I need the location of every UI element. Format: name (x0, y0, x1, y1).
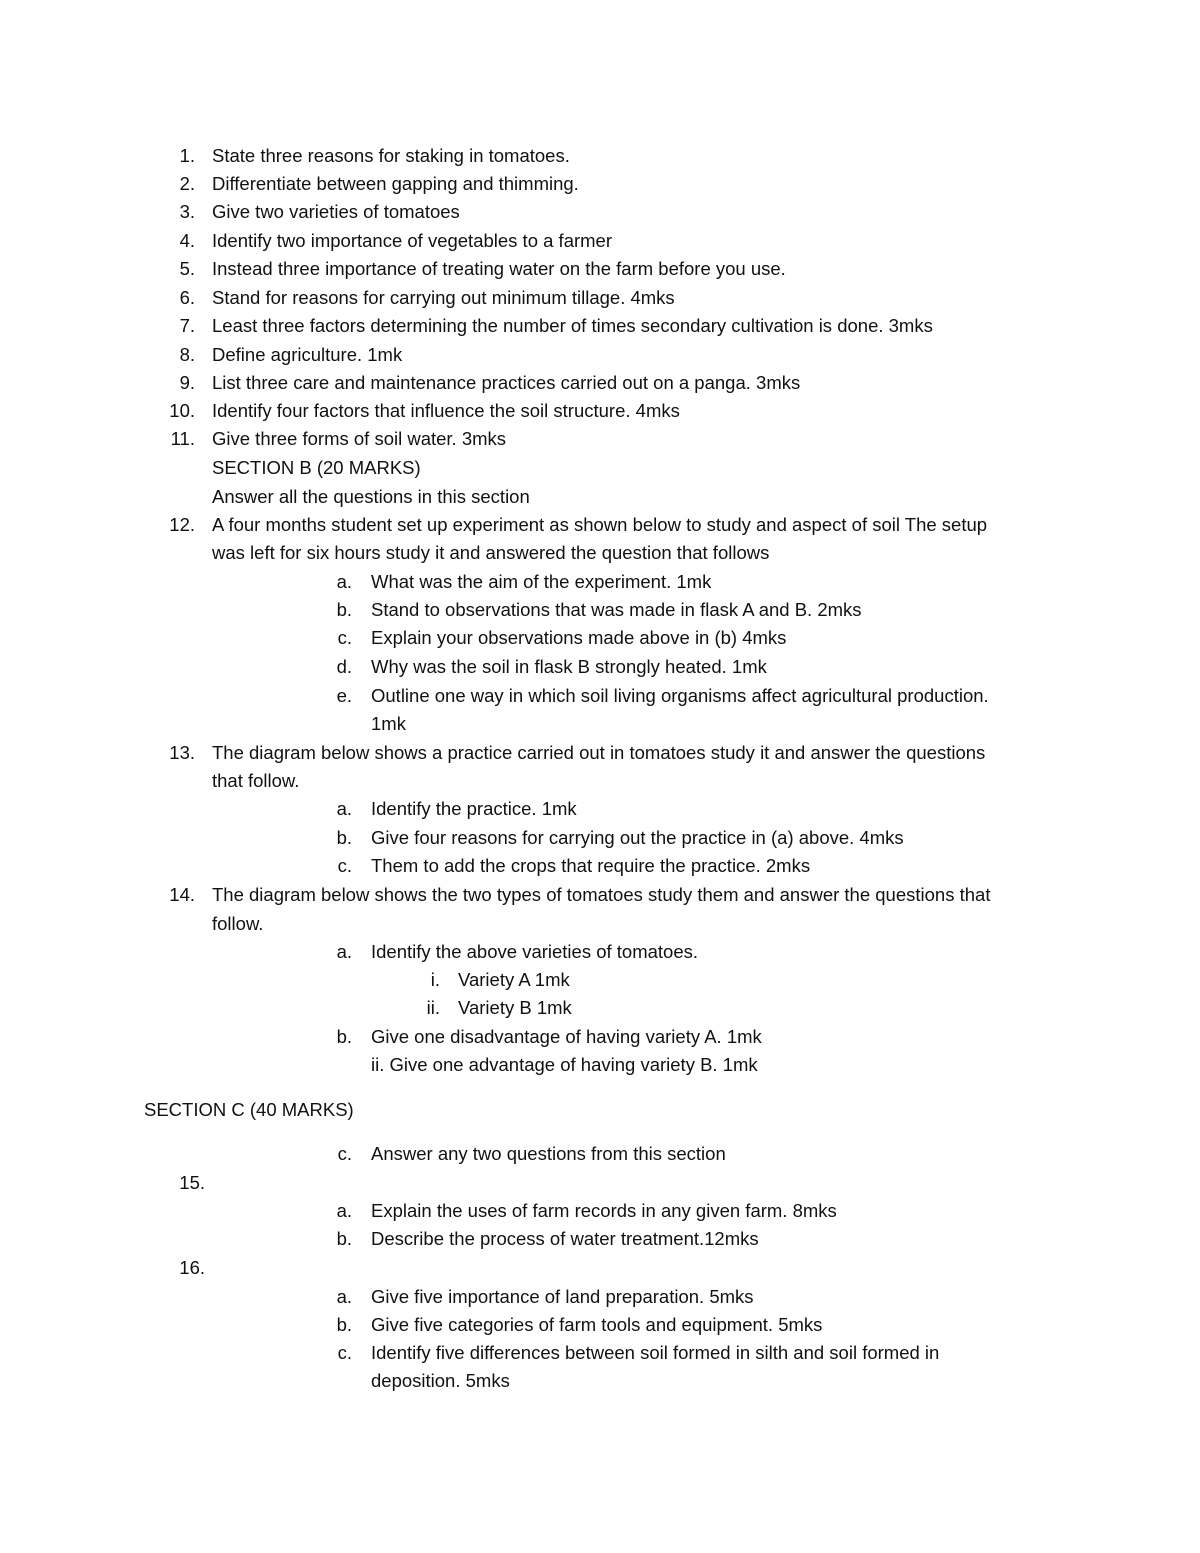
section-b-heading: SECTION B (20 MARKS) (212, 457, 421, 478)
question-number: 3. (179, 201, 195, 222)
part-text: Identify the above varieties of tomatoes. (371, 941, 699, 962)
question-number: 9. (179, 372, 195, 393)
section-b-instruction: Answer all the questions in this section (212, 486, 530, 507)
subpart-numeral: ii. (426, 997, 440, 1018)
question-text: Stand for reasons for carrying out minimum tillage. 4mks (212, 287, 675, 308)
part-text: Them to add the crops that require the practice. 2mks (371, 855, 811, 876)
part-text: Why was the soil in flask B strongly heated. 1mk (371, 656, 767, 677)
question-text: The diagram below shows the two types of tomatoes study them and answer the questions that (212, 884, 991, 905)
part-text: Explain the uses of farm records in any given farm. 8mks (371, 1200, 837, 1221)
part-letter: c. (337, 855, 352, 876)
question-text: Instead three importance of treating water on the farm before you use. (212, 258, 786, 279)
part-text: Stand to observations that was made in flask A and B. 2mks (371, 599, 862, 620)
section-c-instruction: Answer any two questions from this section (371, 1143, 726, 1164)
part-letter: a. (336, 571, 352, 592)
question-text-cont: follow. (212, 913, 264, 934)
question-text: Least three factors determining the number of times secondary cultivation is done. 3mks (212, 315, 933, 336)
part-text: Give four reasons for carrying out the practice in (a) above. 4mks (371, 827, 904, 848)
question-number: 8. (179, 344, 195, 365)
question-text: Define agriculture. 1mk (212, 344, 403, 365)
question-number: 6. (179, 287, 195, 308)
part-letter: b. (336, 1026, 352, 1047)
subpart-text: Variety A 1mk (458, 969, 570, 990)
part-text: Give one disadvantage of having variety A. 1mk (371, 1026, 762, 1047)
question-number: 11. (170, 428, 195, 449)
part-text: Describe the process of water treatment.12mks (371, 1228, 759, 1249)
part-letter: e. (336, 685, 352, 706)
part-text: Give five importance of land preparation. 5mks (371, 1286, 754, 1307)
part-letter: a. (336, 1286, 352, 1307)
part-text: Outline one way in which soil living organisms affect agricultural production. (371, 685, 989, 706)
subpart-text: Variety B 1mk (458, 997, 572, 1018)
question-number: 4. (179, 230, 195, 251)
question-number: 10. (169, 400, 195, 421)
question-number: 7. (179, 315, 195, 336)
part-letter: c. (337, 1342, 352, 1363)
question-text: Identify four factors that influence the soil structure. 4mks (212, 400, 680, 421)
question-text: Differentiate between gapping and thimming. (212, 173, 579, 194)
question-number: 1. (179, 145, 195, 166)
part-text-cont: deposition. 5mks (371, 1370, 510, 1391)
question-text: Give two varieties of tomatoes (212, 201, 460, 222)
part-text-cont: ii. Give one advantage of having variety B. 1mk (371, 1054, 758, 1075)
question-text-cont: was left for six hours study it and answered the question that follows (212, 542, 770, 563)
part-text-cont: 1mk (371, 713, 406, 734)
question-number: 13. (169, 742, 195, 763)
question-number: 2. (179, 173, 195, 194)
part-letter: b. (336, 1314, 352, 1335)
question-number: 14. (169, 884, 195, 905)
section-c-heading: SECTION C (40 MARKS) (144, 1099, 354, 1120)
question-text: List three care and maintenance practices carried out on a panga. 3mks (212, 372, 801, 393)
part-letter: b. (336, 827, 352, 848)
question-text-cont: that follow. (212, 770, 300, 791)
part-text: Identify the practice. 1mk (371, 798, 577, 819)
part-text: Explain your observations made above in (b) 4mks (371, 627, 787, 648)
subpart-numeral: i. (430, 969, 440, 990)
part-letter: b. (336, 599, 352, 620)
part-letter: a. (336, 1200, 352, 1221)
question-number: 15. (179, 1172, 205, 1193)
part-text: Identify five differences between soil formed in silth and soil formed in (371, 1342, 940, 1363)
question-number: 5. (179, 258, 195, 279)
part-text: Give five categories of farm tools and equipment. 5mks (371, 1314, 823, 1335)
part-letter: b. (336, 1228, 352, 1249)
part-letter: c. (337, 1143, 352, 1164)
question-text: Give three forms of soil water. 3mks (212, 428, 507, 449)
question-text: The diagram below shows a practice carried out in tomatoes study it and answer the questions (212, 742, 986, 763)
part-letter: a. (336, 941, 352, 962)
part-letter: d. (336, 656, 352, 677)
part-letter: c. (337, 627, 352, 648)
part-text: What was the aim of the experiment. 1mk (371, 571, 712, 592)
question-text: State three reasons for staking in tomatoes. (212, 145, 570, 166)
question-text: A four months student set up experiment as shown below to study and aspect of soil The setup (212, 514, 988, 535)
question-number: 12. (169, 514, 195, 535)
question-text: Identify two importance of vegetables to a farmer (212, 230, 613, 251)
part-letter: a. (336, 798, 352, 819)
question-number: 16. (179, 1257, 205, 1278)
